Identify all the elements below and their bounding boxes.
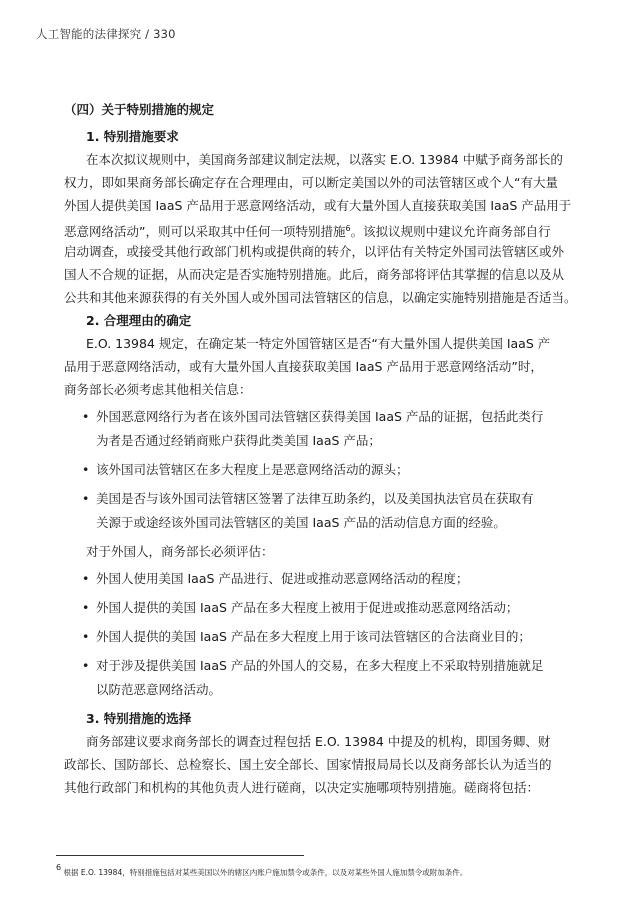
bullet-dot: • <box>82 462 90 477</box>
text-line: 外国恶意网络行为者在该外国司法管辖区获得美国 IaaS 产品的证据，包括此类行 <box>96 409 544 424</box>
running-header: 人工智能的法律探究 / 330 <box>36 27 176 41</box>
bullet-dot: • <box>82 491 90 506</box>
text-line: 外国人提供的美国 IaaS 产品在多大程度上用于该司法管辖区的合法商业目的； <box>96 629 531 644</box>
text-line: 公共和其他来源获得的有关外国人或外国司法管辖区的信息，以确定实施特别措施是否适当。 <box>64 290 577 305</box>
text-line: 外国人提供美国 IaaS 产品用于恶意网络活动，或有大量外国人直接获取美国 IaaS 产品用于 <box>64 198 572 213</box>
text-line: 政部长、国防部长、总检察长、国土安全部长、国家情报局局长以及商务部长认为适当的 <box>64 757 552 772</box>
list-item <box>64 567 564 591</box>
text-line: 以防范恶意网络活动。 <box>96 682 222 697</box>
paragraph-2 <box>64 332 564 401</box>
footnote-ref[interactable]: 6 <box>345 224 351 233</box>
text-line: 美国是否与该外国司法管辖区签署了法律互助条约，以及美国执法官员在获取有 <box>96 491 534 506</box>
footnote-number: 6 <box>56 863 62 872</box>
text-line <box>64 217 564 240</box>
paragraph-1 <box>64 148 577 309</box>
bullet-dot: • <box>82 629 90 644</box>
text-line: 对于涉及提供美国 IaaS 产品的外国人的交易，在多大程度上不采取特别措施就足 <box>96 658 544 673</box>
text-line: 外国人提供的美国 IaaS 产品在多大程度上被用于促进或推动恶意网络活动； <box>96 600 519 615</box>
subsection-title-1: 1. 特别措施要求 <box>86 129 179 144</box>
footnote-divider <box>56 855 304 856</box>
list-item <box>64 487 564 535</box>
section-title: （四）关于特别措施的规定 <box>64 102 215 117</box>
text-line: 国人不合规的证据，从而决定是否实施特别措施。此后，商务部将评估其掌握的信息以及从 <box>64 267 565 282</box>
bullet-dot: • <box>82 600 90 615</box>
list-item <box>64 596 564 620</box>
text-line: 对于外国人，商务部长必须评估： <box>86 544 274 559</box>
text-line: 其他行政部门和机构的其他负责人进行磋商，以决定实施哪项特别措施。磋商将包括： <box>64 780 540 795</box>
list-item <box>64 405 564 453</box>
subsection-title-3: 3. 特别措施的选择 <box>86 711 192 726</box>
list-item <box>64 654 564 702</box>
bullet-list-foreign-persons <box>64 567 564 702</box>
bullet-list-jurisdiction <box>64 405 564 535</box>
bullet-dot: • <box>82 409 90 424</box>
text-line: 品用于恶意网络活动，或有大量外国人直接获取美国 IaaS 产品用于恶意网络活动”时， <box>64 359 543 374</box>
bullet-dot: • <box>82 658 90 673</box>
text-line: 权力，即如果商务部长确定存在合理理由，可以断定美国以外的司法管辖区或个人“有大量 <box>64 175 558 190</box>
list-item <box>64 458 564 482</box>
text-line: 在本次拟议规则中，美国商务部建议制定法规，以落实 E.O. 13984 中赋予商务部长的 <box>86 152 563 167</box>
text-line: 外国人使用美国 IaaS 产品进行、促进或推动恶意网络活动的程度； <box>96 571 469 586</box>
text-line: 商务部建议要求商务部长的调查过程包括 E.O. 13984 中提及的机构，即国务卿、财 <box>86 734 551 749</box>
bullet-dot: • <box>82 571 90 586</box>
list-item <box>64 625 564 649</box>
paragraph-3 <box>64 730 564 799</box>
footnote-text: 根据 E.O. 13984，特别措施包括对某些美国以外的辖区内账户施加禁令或条件，以及对某些外国人施加禁令或附加条件。 <box>63 868 468 877</box>
text-span: 恶意网络活动”，则可以采取其中任何一项特别措施 <box>64 224 346 239</box>
text-line: 该外国司法管辖区在多大程度上是恶意网络活动的源头； <box>96 462 409 477</box>
text-span: 。该拟议规则中建议允许商务部自行 <box>350 224 551 239</box>
footnote <box>56 863 467 878</box>
text-line: 为者是否通过经销商账户获得此类美国 IaaS 产品； <box>96 433 381 448</box>
subsection-title-2: 2. 合理理由的确定 <box>86 313 192 328</box>
text-line: 商务部长必须考虑其他相关信息： <box>64 382 252 397</box>
text-line: 启动调查，或接受其他行政部门机构或提供商的转介，以评估有关特定外国司法管辖区或外 <box>64 244 565 259</box>
text-line: 关源于或途经该外国司法管辖区的美国 IaaS 产品的活动信息方面的经验。 <box>96 515 506 530</box>
text-line: E.O. 13984 规定，在确定某一特定外国管辖区是否“有大量外国人提供美国 IaaS 产 <box>86 336 551 351</box>
page-body <box>64 98 577 799</box>
